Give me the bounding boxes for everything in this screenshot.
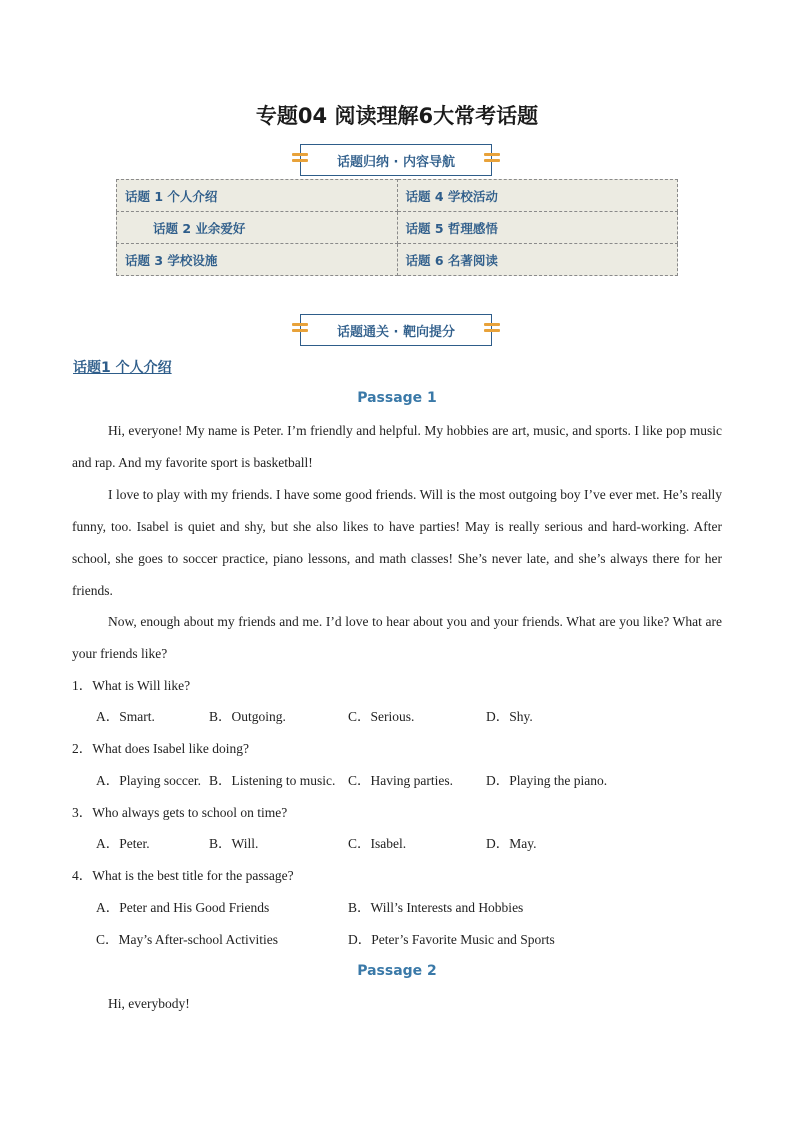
section-heading[interactable]: 话题1 个人介绍 [73, 360, 172, 376]
topic-link-4[interactable]: 话题 4 学校活动 [397, 180, 678, 212]
paragraph: Now, enough about my friends and me. I’d love to hear about you and your friends. What are you like? What are your friends like? [72, 614, 722, 661]
banner-deco-icon [292, 153, 308, 167]
option: D．Peter’s Favorite Music and Sports [348, 932, 555, 947]
option: C．Serious. [348, 709, 415, 724]
option: C．Isabel. [348, 836, 407, 851]
topic-link-5[interactable]: 话题 5 哲理感悟 [397, 212, 678, 244]
topic-nav-table [116, 179, 678, 276]
banner-deco-icon [484, 153, 500, 167]
question-stem: 2．What does Isabel like doing? [72, 741, 249, 756]
paragraph: Hi, everyone! My name is Peter. I’m friendly and helpful. My hobbies are art, music, and sports. I like pop music and rap. And my favorite sport is basketball! [72, 423, 722, 470]
option: C．Having parties. [348, 773, 453, 788]
topic-link-1[interactable]: 话题 1 个人介绍 [117, 180, 398, 212]
topic-link-6[interactable]: 话题 6 名著阅读 [397, 244, 678, 276]
option: B．Will. [209, 836, 259, 851]
paragraph: I love to play with my friends. I have some good friends. Will is the most outgoing boy I’ve ever met. He’s really funny, too. Isabel is quiet and shy, but she also likes to have parties! May is really serious and hard-working. After school, she goes to soccer practice, piano lessons, and math classes! She’s never late, and she’s always there for her friends. [72, 487, 722, 598]
page-title: 专题04 阅读理解6大常考话题 [255, 104, 539, 128]
option: A．Smart. [96, 709, 155, 724]
option: B．Listening to music. [209, 773, 336, 788]
question-stem: 1．What is Will like? [72, 678, 191, 693]
option: D．Shy. [486, 709, 533, 724]
option: D．May. [486, 836, 537, 851]
paragraph: Hi, everybody! [108, 996, 190, 1011]
topic-practice-banner [300, 314, 492, 346]
question-stem: 4．What is the best title for the passage? [72, 868, 294, 883]
option: C．May’s After-school Activities [96, 932, 278, 947]
option: B．Outgoing. [209, 709, 286, 724]
option: D．Playing the piano. [486, 773, 608, 788]
topic-nav-banner [300, 144, 492, 176]
banner-deco-icon [484, 323, 500, 337]
banner-label: 话题归纳 · 内容导航 [337, 154, 455, 170]
option: B．Will’s Interests and Hobbies [348, 900, 524, 915]
option: A．Peter and His Good Friends [96, 900, 270, 915]
question-stem: 3．Who always gets to school on time? [72, 805, 288, 820]
option: A．Peter. [96, 836, 150, 851]
passage-title: Passage 1 [357, 390, 437, 406]
passage-title: Passage 2 [357, 963, 437, 979]
option: A．Playing soccer. [96, 773, 201, 788]
topic-link-3[interactable]: 话题 3 学校设施 [117, 244, 398, 276]
banner-deco-icon [292, 323, 308, 337]
banner-label: 话题通关 · 靶向提分 [337, 324, 455, 340]
topic-link-2[interactable]: 话题 2 业余爱好 [117, 212, 398, 244]
